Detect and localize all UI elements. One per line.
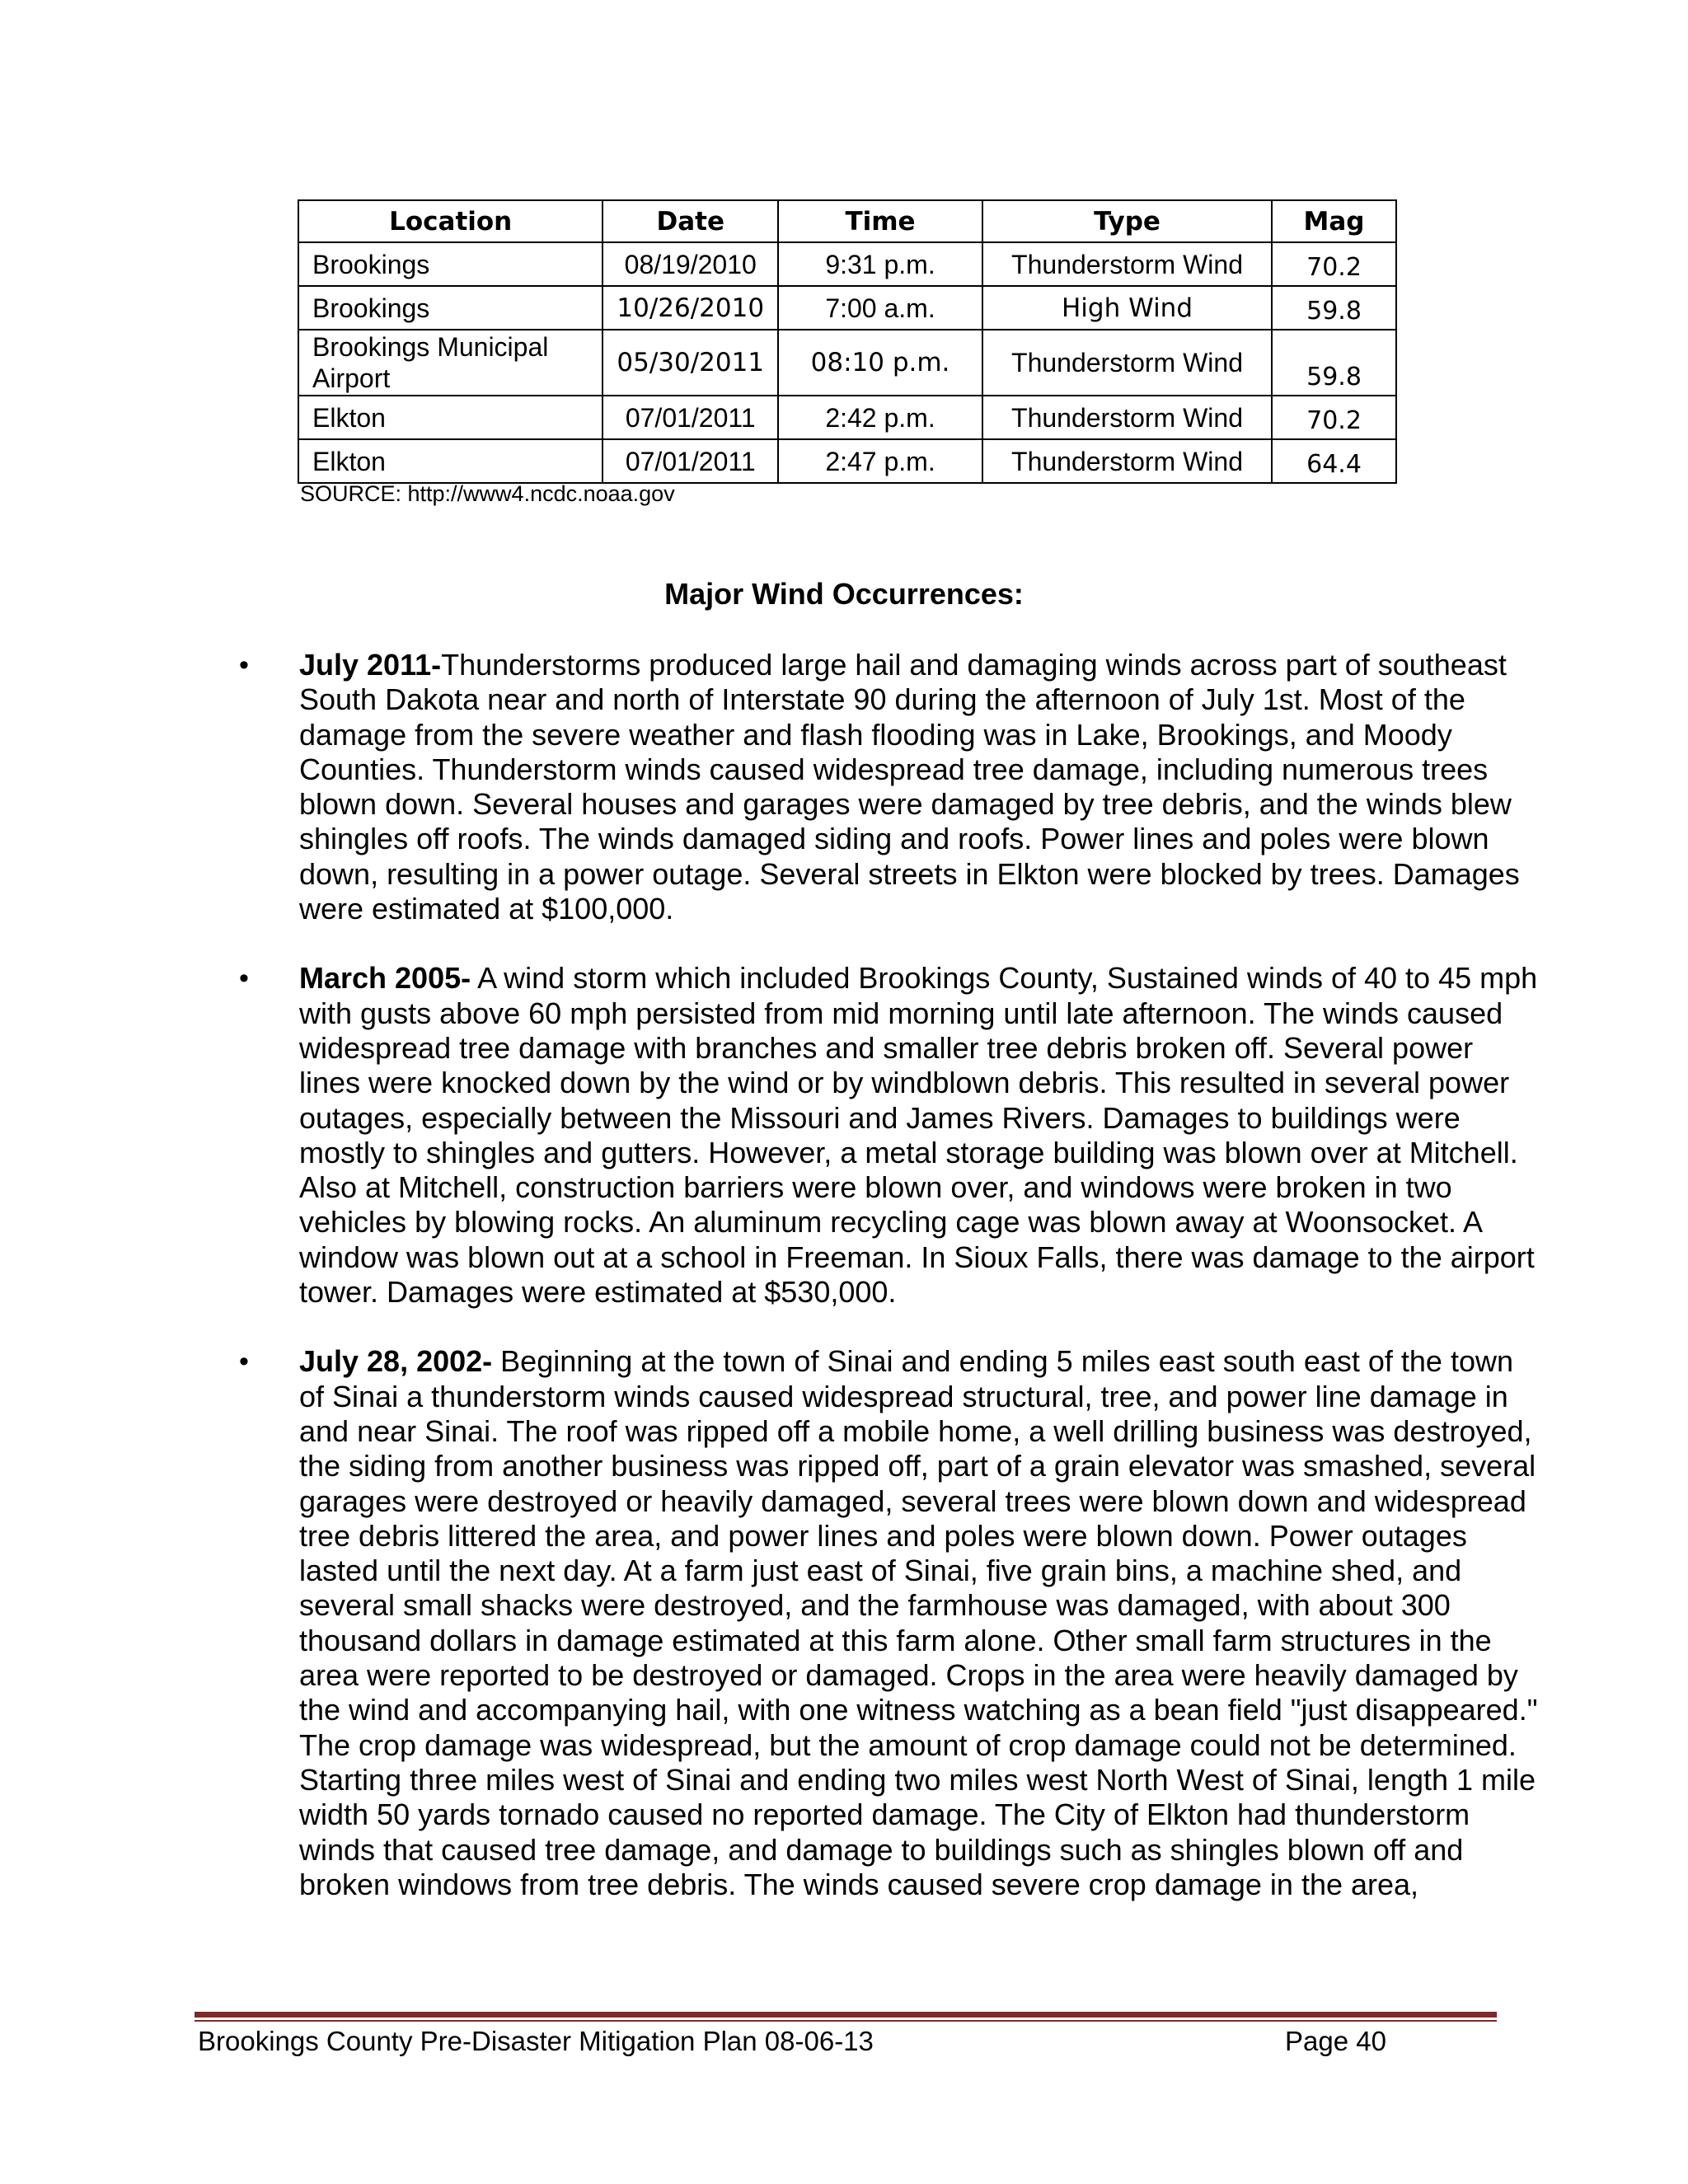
cell-mag: 70.2 bbox=[1272, 242, 1396, 286]
list-item bbox=[239, 648, 1541, 926]
cell-time: 08:10 p.m. bbox=[778, 330, 982, 396]
list-item bbox=[239, 1344, 1541, 1902]
table-row bbox=[298, 286, 1396, 330]
cell-location: Brookings bbox=[298, 242, 603, 286]
list-item bbox=[239, 961, 1541, 1310]
cell-type: Thunderstorm Wind bbox=[982, 439, 1272, 483]
header-location: Location bbox=[298, 200, 603, 242]
cell-time: 9:31 p.m. bbox=[778, 242, 982, 286]
footer-divider-thin bbox=[195, 2020, 1497, 2022]
header-mag: Mag bbox=[1272, 200, 1396, 242]
table-row bbox=[298, 396, 1396, 439]
event-date-label: July 28, 2002- bbox=[299, 1344, 493, 1379]
footer-divider bbox=[195, 2012, 1497, 2018]
header-date: Date bbox=[603, 200, 778, 242]
cell-location: Elkton bbox=[298, 396, 603, 439]
bullet-icon: • bbox=[239, 649, 249, 681]
event-description: A wind storm which included Brookings County, Sustained winds of 40 to 45 mph with gusts above 60 mph persisted from mid morning until late afternoon. The winds caused widespread tree damage with branches and smaller tree debris broken off. Several power lines were knocked down by the wind or by windblown debris. This resulted in several power outages, especially between the Missouri and James Rivers. Damages to buildings were mostly to shingles and gutters. However, a metal storage building was blown over at Mitchell. Also at Mitchell, construction barriers were blown over, and windows were broken in two vehicles by blowing rocks. An aluminum recycling cage was blown away at Woonsocket. A window was blown out at a school in Freeman. In Sioux Falls, there was damage to the airport tower. Damages were estimated at $530,000. bbox=[299, 961, 1538, 1310]
cell-time: 2:42 p.m. bbox=[778, 396, 982, 439]
section-title: Major Wind Occurrences: bbox=[664, 577, 1024, 611]
bullet-icon: • bbox=[239, 1346, 249, 1378]
cell-time: 7:00 a.m. bbox=[778, 286, 982, 330]
table-source-note: SOURCE: http://www4.ncdc.noaa.gov bbox=[300, 481, 675, 506]
table-row bbox=[298, 330, 1396, 396]
event-description: Beginning at the town of Sinai and ending 5 miles east south east of the town of Sinai a thunderstorm winds caused widespread structural, tree, and power line damage in and near Sinai. The roof was ripped off a mobile home, a well drilling business was destroyed, the siding from another business was ripped off, part of a grain elevator was smashed, several garages were destroyed or heavily damaged, several trees were blown down and widespread tree debris littered the area, and power lines and poles were blown down. Power outages lasted until the next day. At a farm just east of Sinai, five grain bins, a machine shed, and several small shacks were destroyed, and the farmhouse was damaged, with about 300 thousand dollars in damage estimated at this farm alone. Other small farm structures in the area were reported to be destroyed or damaged. Crops in the area were heavily damaged by the wind and accompanying hail, with one witness watching as a bean field "just disappeared." The crop damage was widespread, but the amount of crop damage could not be determined. Starting three miles west of Sinai and ending two miles west North West of Sinai, length 1 mile width 50 yards tornado caused no reported damage. The City of Elkton had thunderstorm winds that caused tree damage, and damage to buildings such as shingles blown off and broken windows from tree debris. The winds caused severe crop damage in the area, bbox=[299, 1344, 1538, 1901]
cell-mag: 70.2 bbox=[1272, 396, 1396, 439]
cell-location: Brookings Municipal Airport bbox=[298, 330, 603, 396]
footer-document-title: Brookings County Pre-Disaster Mitigation Plan 08-06-13 bbox=[198, 2026, 874, 2056]
table-row bbox=[298, 439, 1396, 483]
event-date-label: July 2011- bbox=[299, 648, 442, 682]
event-description: Thunderstorms produced large hail and damaging winds across part of southeast South Dakota near and north of Interstate 90 during the afternoon of July 1st. Most of the damage from the severe weather and flash flooding was in Lake, Brookings, and Moody Counties. Thunderstorm winds caused widespread tree damage, including numerous trees blown down. Several houses and garages were damaged by tree debris, and the winds blew shingles off roofs. The winds damaged siding and roofs. Power lines and poles were blown down, resulting in a power outage. Several streets in Elkton were blocked by trees. Damages were estimated at $100,000. bbox=[299, 648, 1520, 926]
cell-type: Thunderstorm Wind bbox=[982, 330, 1272, 396]
cell-date: 07/01/2011 bbox=[603, 439, 778, 483]
cell-location: Elkton bbox=[298, 439, 603, 483]
cell-mag: 59.8 bbox=[1272, 330, 1396, 396]
cell-type: High Wind bbox=[982, 286, 1272, 330]
cell-date: 07/01/2011 bbox=[603, 396, 778, 439]
header-type: Type bbox=[982, 200, 1272, 242]
cell-mag: 64.4 bbox=[1272, 439, 1396, 483]
cell-date: 05/30/2011 bbox=[603, 330, 778, 396]
wind-events-table bbox=[298, 199, 1397, 484]
cell-location: Brookings bbox=[298, 286, 603, 330]
table-row bbox=[298, 242, 1396, 286]
cell-mag: 59.8 bbox=[1272, 286, 1396, 330]
wind-occurrences-list bbox=[239, 648, 1541, 1937]
cell-time: 2:47 p.m. bbox=[778, 439, 982, 483]
cell-date: 08/19/2010 bbox=[603, 242, 778, 286]
footer-page-number: Page 40 bbox=[1285, 2026, 1386, 2056]
cell-type: Thunderstorm Wind bbox=[982, 242, 1272, 286]
header-time: Time bbox=[778, 200, 982, 242]
bullet-icon: • bbox=[239, 963, 249, 995]
cell-type: Thunderstorm Wind bbox=[982, 396, 1272, 439]
event-date-label: March 2005- bbox=[299, 961, 471, 996]
table-header-row bbox=[298, 200, 1396, 242]
cell-date: 10/26/2010 bbox=[603, 286, 778, 330]
